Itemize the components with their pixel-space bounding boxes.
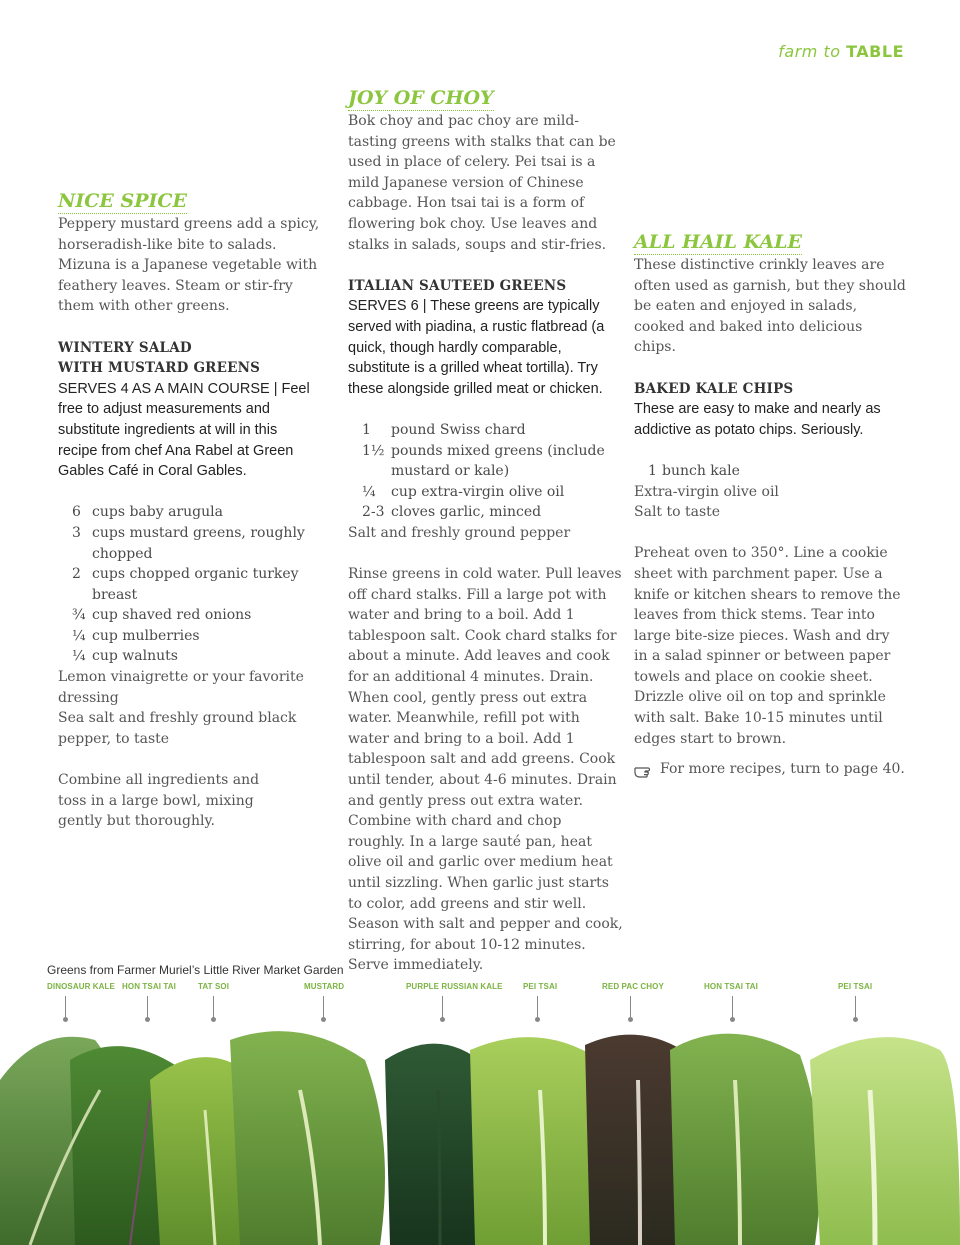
label-tick: [65, 996, 66, 1020]
ingredient: 1½ pounds mixed greens (include mustard or kale): [362, 442, 605, 480]
recipe-method: Preheat oven to 350°. Line a cookie sheet with parchment paper. Use a knife or kitchen shears to remove the leaves from thick stems. Tear into large bite-size pieces. Wash and dry in a salad spinner or between paper towels and place on cookie sheet. Drizzle olive oil on top and sprinkle with salt. Bake 10-15 minutes until edges start to brown.: [634, 545, 901, 747]
ingredient-extra: Sea salt and freshly ground black pepper, to taste: [58, 710, 297, 747]
ingredient: 2-3 cloves garlic, minced: [362, 504, 542, 521]
ingredient-extra: Salt and freshly ground pepper: [348, 524, 571, 541]
column-joy-of-choy: [348, 86, 623, 976]
green-label: TAT SOI: [198, 982, 230, 991]
green-label: MUSTARD: [304, 982, 345, 991]
section-header: [778, 42, 904, 61]
label-tick: [537, 996, 538, 1020]
section-body: Bok choy and pac choy are mild-tasting greens with stalks that can be used in place of celery. Pei tsai is a mild Japanese version of Chinese cabbage. Hon tsai tai is a form of flowering bok choy. Use leaves and stalks in salads, soups and stir-fries.: [348, 113, 616, 253]
label-tick: [732, 996, 733, 1020]
ingredient: 6 cups baby arugula: [72, 504, 223, 521]
more-recipes-text: For more recipes, turn to page 40.: [660, 761, 905, 778]
green-label: RED PAC CHOY: [602, 982, 664, 991]
label-tick: [323, 996, 324, 1020]
section-title: ALL HAIL KALE: [634, 231, 802, 253]
recipe-title-2: WITH MUSTARD GREENS: [58, 360, 261, 377]
section-body: Peppery mustard greens add a spicy, horseradish-like bite to salads. Mizuna is a Japanese vegetable with feathery leaves. Steam or stir-fry them with other greens.: [58, 216, 320, 315]
recipe-intro: SERVES 4 AS A MAIN COURSE | Feel free to adjust measurements and substitute ingredients at will in this recipe from chef Ana Rabel at Green Gables Café in Coral Gables.: [58, 380, 310, 480]
ingredient: 1 pound Swiss chard: [362, 421, 526, 438]
column-all-hail-kale: [634, 230, 906, 780]
ingredient-extra: Extra-virgin olive oil: [634, 483, 779, 500]
ingredient-list: [58, 502, 320, 667]
green-label: DINOSAUR KALE: [47, 982, 115, 991]
label-tick: [442, 996, 443, 1020]
ingredient-extra: Salt to taste: [634, 504, 721, 521]
section-title: NICE SPICE: [58, 190, 187, 212]
recipe-method: Combine all ingredients and toss in a large bowl, mixing gently but thoroughly.: [58, 772, 260, 830]
more-recipes-note: [634, 759, 906, 780]
green-label: PURPLE RUSSIAN KALE: [406, 982, 503, 991]
ingredient: ¾ cup shaved red onions: [72, 607, 252, 624]
recipe-intro: These are easy to make and nearly as addictive as potato chips. Seriously.: [634, 401, 881, 438]
header-bold: TABLE: [846, 42, 904, 61]
greens-photo: [0, 1020, 960, 1245]
ingredient: 3 cups mustard greens, roughly chopped: [72, 524, 305, 562]
label-tick: [147, 996, 148, 1020]
label-tick: [630, 996, 631, 1020]
recipe-intro: SERVES 6 | These greens are typically served with piadina, a rustic flatbread (a quick, though hardly comparable, substitute is a grilled wheat tortilla). Try these alongside grilled meat or chicken.: [348, 298, 605, 397]
label-tick: [855, 996, 856, 1020]
ingredient-extra: Lemon vinaigrette or your favorite dressing: [58, 669, 304, 706]
ingredient: ¼ cup extra-virgin olive oil: [362, 483, 565, 500]
ingredient: ¼ cup mulberries: [72, 627, 200, 644]
green-label: HON TSAI TAI: [122, 982, 176, 991]
greens-caption: Greens from Farmer Muriel’s Little River Market Garden: [47, 963, 344, 977]
green-label: PEI TSAI: [523, 982, 558, 991]
recipe-title: BAKED KALE CHIPS: [634, 380, 794, 397]
ingredient: 1 bunch kale: [648, 462, 740, 479]
green-label: PEI TSAI: [838, 982, 873, 991]
section-title: JOY OF CHOY: [348, 87, 494, 109]
column-nice-spice: [58, 189, 320, 832]
recipe-method: Rinse greens in cold water. Pull leaves off chard stalks. Fill a large pot with water and bring to a boil. Add 1 tablespoon salt. Cook chard stalks for about a minute. Add leaves and cook for an additional 4 minutes. Drain. When cool, gently press out extra water. Meanwhile, refill pot with water and bring to a boil. Add 1 tablespoon salt and add greens. Cook until tender, about 4-6 minutes. Drain and gently press out extra water. Combine with chard and chop roughly. In a large sauté pan, heat olive oil and garlic over medium heat until sizzling. When garlic just starts to color, add greens and stir well. Season with salt and pepper and cook, stirring, for about 10-12 minutes. Serve immediately.: [348, 566, 623, 974]
section-body: These distinctive crinkly leaves are often used as garnish, but they should be eaten and enjoyed in salads, cooked and baked into delicious chips.: [634, 257, 906, 356]
header-light: farm to: [778, 42, 841, 61]
recipe-title: ITALIAN SAUTEED GREENS: [348, 277, 567, 294]
pointing-hand-icon: [634, 764, 654, 776]
label-tick: [213, 996, 214, 1020]
green-label: HON TSAI TAI: [704, 982, 758, 991]
ingredient: ¼ cup walnuts: [72, 648, 178, 665]
ingredient: 2 cups chopped organic turkey breast: [72, 566, 299, 603]
recipe-title: WINTERY SALAD: [58, 339, 192, 356]
ingredient-list: [348, 420, 623, 523]
